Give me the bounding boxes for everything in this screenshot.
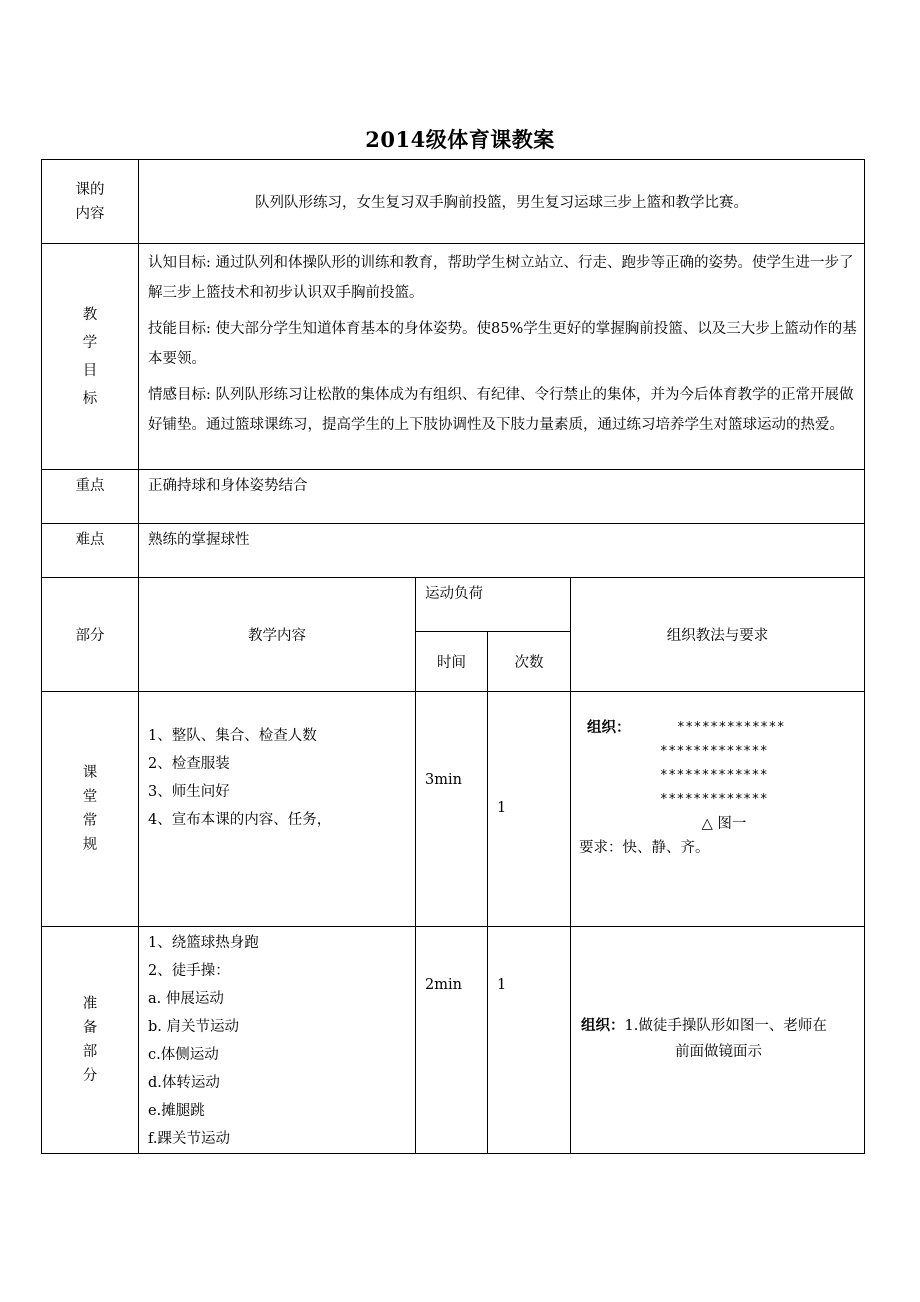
key-point-label: 重点 <box>75 478 105 494</box>
objectives-label-char: 学 <box>82 334 98 351</box>
routine-label-cell <box>42 692 139 927</box>
key-point-row <box>42 470 865 524</box>
warmup-label-cell <box>42 927 139 1154</box>
routine-org-label: 组织： <box>587 719 631 736</box>
warmup-label-char: 分 <box>82 1068 98 1084</box>
formation-stars-row: ************* <box>659 792 769 807</box>
content-text-cell <box>139 160 865 244</box>
header-count: 次数 <box>514 655 544 671</box>
warmup-item: f.踝关节运动 <box>148 1131 230 1147</box>
difficulty-label: 难点 <box>75 532 105 548</box>
key-point-text-cell <box>139 470 865 524</box>
routine-row <box>42 692 865 927</box>
header-count-cell <box>488 632 571 692</box>
warmup-content-cell <box>139 927 416 1154</box>
warmup-item: d.体转运动 <box>148 1075 220 1091</box>
routine-item: 1、整队、集合、检查人数 <box>148 728 317 744</box>
objectives-label-char: 教 <box>82 306 98 323</box>
warmup-label-char: 准 <box>82 996 98 1012</box>
difficulty-text: 熟练的掌握球性 <box>148 532 250 548</box>
warmup-label-char: 备 <box>82 1020 98 1036</box>
warmup-count-cell <box>488 927 571 1154</box>
difficulty-text-cell <box>139 524 865 578</box>
warmup-time: 2min <box>425 977 462 993</box>
header-load: 运动负荷 <box>425 586 483 602</box>
warmup-org-label: 组织： <box>581 1017 625 1034</box>
formation-stars-row: ************* <box>676 720 786 735</box>
routine-content-cell <box>139 692 416 927</box>
objectives-label-cell <box>42 244 139 470</box>
cognitive-objective: 认知目标: 通过队列和体操队形的训练和教育，帮助学生树立站立、行走、跑步等正确的姿势。使学生进一步了解三步上篮技术和初步认识双手胸前投篮。 <box>148 255 854 301</box>
content-label-line-1: 课的 <box>75 181 105 198</box>
lesson-plan-table <box>41 159 865 1154</box>
warmup-time-cell <box>416 927 488 1154</box>
warmup-item: 1、绕篮球热身跑 <box>148 935 259 951</box>
objectives-text-cell <box>139 244 865 470</box>
affective-objective: 情感目标: 队列队形练习让松散的集体成为有组织、有纪律、令行禁止的集体，并为今后体育教学的正常开展做好铺垫。通过篮球课练习，提高学生的上下肢协调性及下肢力量素质，通过练习培养学生对篮球运动的热爱。 <box>148 387 854 433</box>
header-content-cell <box>139 578 416 692</box>
routine-time-cell <box>416 692 488 927</box>
routine-label-char: 常 <box>82 813 98 829</box>
header-method-cell <box>571 578 865 692</box>
objectives-label-char: 标 <box>82 390 98 407</box>
routine-label-char: 堂 <box>82 789 98 805</box>
warmup-label-char: 部 <box>82 1044 98 1060</box>
objectives-row <box>42 244 865 470</box>
figure-one-caption: △ 图一 <box>701 816 747 832</box>
warmup-item: a. 伸展运动 <box>148 991 224 1007</box>
warmup-item: b. 肩关节运动 <box>148 1019 239 1035</box>
key-point-label-cell <box>42 470 139 524</box>
warmup-row <box>42 927 865 1154</box>
difficulty-row <box>42 524 865 578</box>
warmup-item: 2、徒手操： <box>148 963 230 979</box>
header-part-cell <box>42 578 139 692</box>
routine-label-char: 课 <box>82 765 98 781</box>
routine-item: 2、检查服装 <box>148 756 230 772</box>
header-time: 时间 <box>437 655 466 671</box>
routine-count: 1 <box>497 800 507 816</box>
header-part: 部分 <box>75 628 105 644</box>
header-row-1 <box>42 578 865 632</box>
page-title: 2014级体育课教案 <box>365 127 555 152</box>
routine-method-cell <box>571 692 865 927</box>
warmup-item: e.摊腿跳 <box>148 1103 205 1119</box>
skill-objective: 技能目标: 使大部分学生知道体育基本的身体姿势。使85%学生更好的掌握胸前投篮、以及三大步上篮动作的基本要领。 <box>148 321 857 367</box>
difficulty-label-cell <box>42 524 139 578</box>
warmup-item: c.体侧运动 <box>148 1047 219 1063</box>
warmup-count: 1 <box>497 977 507 993</box>
routine-time: 3min <box>425 772 462 788</box>
content-label-line-2: 内容 <box>75 205 105 222</box>
warmup-org-text-2: 前面做镜面示 <box>675 1044 762 1060</box>
header-content: 教学内容 <box>248 628 306 644</box>
content-label-cell <box>42 160 139 244</box>
routine-label-char: 规 <box>82 837 98 853</box>
content-text: 队列队形练习，女生复习双手胸前投篮，男生复习运球三步上篮和教学比赛。 <box>255 195 748 211</box>
routine-item: 4、宣布本课的内容、任务， <box>148 812 332 828</box>
routine-org-line <box>579 716 858 740</box>
warmup-org-line-1 <box>581 1013 856 1039</box>
content-row <box>42 160 865 244</box>
header-time-cell <box>416 632 488 692</box>
header-load-cell <box>416 578 571 632</box>
key-point-text: 正确持球和身体姿势结合 <box>148 478 308 494</box>
formation-stars-row: ************* <box>659 744 769 759</box>
routine-count-cell <box>488 692 571 927</box>
warmup-org-text-1: 1.做徒手操队形如图一、老师在 <box>624 1018 827 1034</box>
routine-item: 3、师生问好 <box>148 784 230 800</box>
header-method: 组织教法与要求 <box>666 628 769 644</box>
objectives-label-char: 目 <box>82 362 98 379</box>
routine-requirement: 要求：快、静、齐。 <box>579 840 710 856</box>
formation-stars-row: ************* <box>659 768 769 783</box>
warmup-method-cell <box>571 927 865 1154</box>
